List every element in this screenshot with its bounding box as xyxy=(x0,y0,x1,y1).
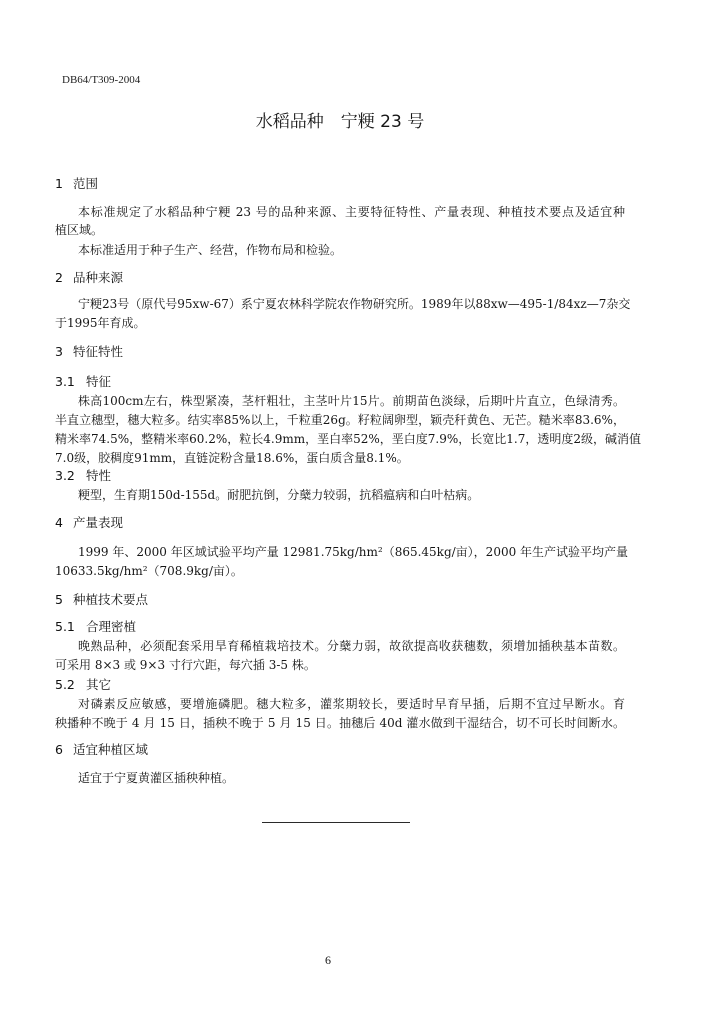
paragraph-line: 10633.5kg/hm²（708.9kg/亩）。 xyxy=(55,564,243,578)
paragraph-line: 适宜于宁夏黄灌区插秧种植。 xyxy=(78,771,235,785)
subsection-3-1-number: 3.1 xyxy=(55,374,75,389)
subsection-3-1-heading: 特征 xyxy=(86,374,112,389)
subsection-3-2-number: 3.2 xyxy=(55,468,75,483)
paragraph-line: 精米率74.5%，整精米率60.2%，粒长4.9mm，垩白率52%，垩白度7.9%，长宽比1.7，透明度2级，碱消值 xyxy=(55,432,641,446)
paragraph-line: 晚熟品种，必须配套采用旱育稀植栽培技术。分蘖力弱，故欲提高收获穗数，须增加插秧基本苗数。 xyxy=(78,639,625,653)
paragraph-line: 粳型，生育期150d-155d。耐肥抗倒，分蘖力较弱，抗稻瘟病和白叶枯病。 xyxy=(78,488,480,502)
section-3-number: 3 xyxy=(55,344,63,359)
subsection-5-2-number: 5.2 xyxy=(55,677,75,692)
paragraph-line: 植区域。 xyxy=(55,223,104,237)
paragraph-line: 本标准适用于种子生产、经营，作物布局和检验。 xyxy=(78,243,343,257)
section-2-number: 2 xyxy=(55,270,63,285)
paragraph-line: 可采用 8×3 或 9×3 寸行穴距，每穴插 3-5 株。 xyxy=(55,658,316,672)
subsection-3-2-heading: 特性 xyxy=(86,468,112,483)
subsection-5-1-heading: 合理密植 xyxy=(86,619,137,634)
section-6-heading: 适宜种植区域 xyxy=(73,742,149,757)
subsection-5-1-number: 5.1 xyxy=(55,619,75,634)
section-5-number: 5 xyxy=(55,592,63,607)
document-code: DB64/T309-2004 xyxy=(62,74,141,86)
paragraph-line: 秧播种不晚于 4 月 15 日，插秧不晚于 5 月 15 日。抽穗后 40d 灌水做到干湿结合，切不可长时间断水。 xyxy=(55,716,625,730)
paragraph-line: 本标准规定了水稻品种宁粳 23 号的品种来源、主要特征特性、产量表现、种植技术要点及适宜种 xyxy=(78,205,625,219)
paragraph-line: 宁粳23号（原代号95xw-67）系宁夏农林科学院农作物研究所。1989年以88xw—495-1/84xz—7杂交 xyxy=(78,297,631,311)
paragraph-line: 于1995年育成。 xyxy=(55,316,146,330)
section-4-number: 4 xyxy=(55,515,63,530)
paragraph-line: 1999 年、2000 年区域试验平均产量 12981.75kg/hm²（865.45kg/亩），2000 年生产试验平均产量 xyxy=(78,545,629,559)
paragraph-line: 株高100cm左右，株型紧凑，茎杆粗壮，主茎叶片15片。前期苗色淡绿，后期叶片直立，色绿清秀。 xyxy=(78,394,625,408)
section-6-number: 6 xyxy=(55,742,63,757)
document-title: 水稻品种 宁粳 23 号 xyxy=(255,112,425,132)
section-3-heading: 特征特性 xyxy=(73,344,124,359)
section-4-heading: 产量表现 xyxy=(73,515,124,530)
paragraph-line: 对磷素反应敏感，要增施磷肥。穗大粒多，灌浆期较长，要适时早育早插，后期不宜过早断水。育 xyxy=(78,697,625,711)
section-1-heading: 范围 xyxy=(73,176,99,191)
section-2-heading: 品种来源 xyxy=(73,270,124,285)
paragraph-line: 7.0级，胶稠度91mm，直链淀粉含量18.6%，蛋白质含量8.1%。 xyxy=(55,451,409,465)
end-rule xyxy=(262,822,410,823)
section-5-heading: 种植技术要点 xyxy=(73,592,149,607)
subsection-5-2-heading: 其它 xyxy=(86,677,112,692)
page-number: 6 xyxy=(325,953,331,967)
paragraph-line: 半直立穗型，穗大粒多。结实率85%以上，千粒重26g。籽粒阔卵型，颖壳秆黄色、无芒。糙米率83.6%， xyxy=(55,413,625,427)
section-1-number: 1 xyxy=(55,176,63,191)
